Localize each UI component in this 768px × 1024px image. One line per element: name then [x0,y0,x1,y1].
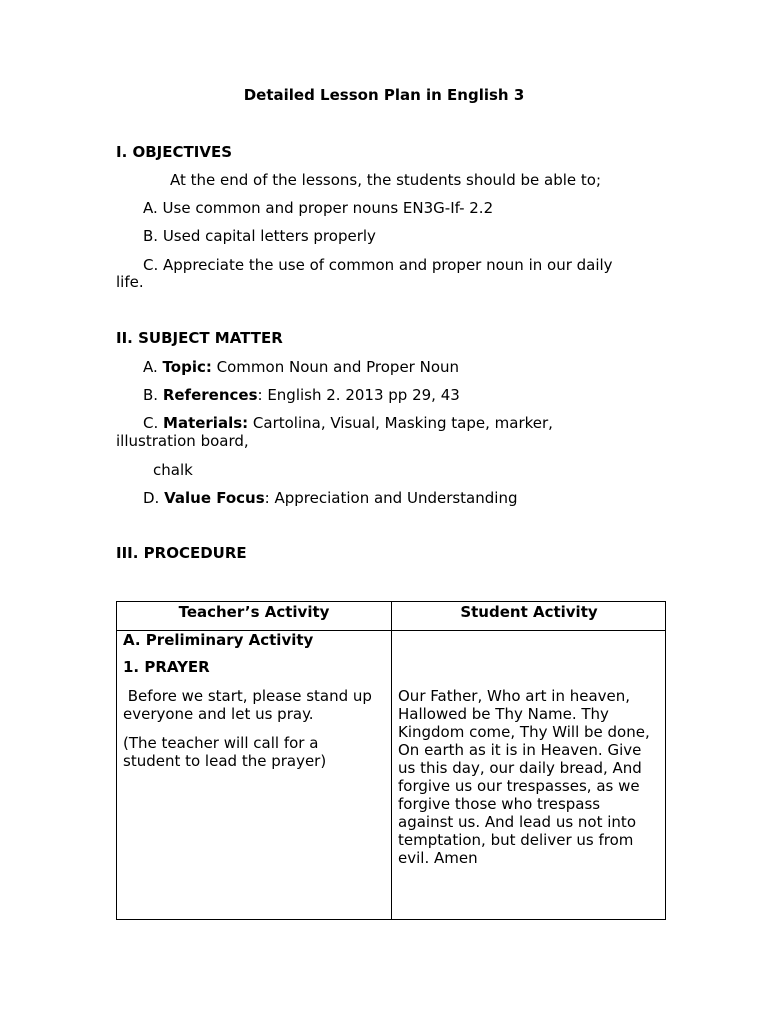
student-prayer-line-5: us this day, our daily bread, And [398,759,642,777]
preliminary-activity-label: A. Preliminary Activity [123,631,314,649]
objective-item-c-continued: life. [116,273,144,291]
materials-line [143,414,553,432]
objective-item-c: C. Appreciate the use of common and proper noun in our daily [143,256,613,274]
materials-chalk: chalk [153,461,193,479]
topic-value: Common Noun and Proper Noun [211,358,460,376]
student-prayer-line-6: forgive us our trespasses, as we [398,777,640,795]
teacher-prayer-line-2: everyone and let us pray. [123,705,314,723]
subject-matter-heading: II. SUBJECT MATTER [116,329,283,347]
objective-item-b: B. Used capital letters properly [143,227,376,245]
topic-prefix: A. [143,358,163,376]
materials-label: Materials: [163,414,249,432]
teacher-note-line-1: (The teacher will call for a [123,734,319,752]
table-column-divider [391,602,392,919]
teacher-note-line-2: student to lead the prayer) [123,752,327,770]
objectives-heading: I. OBJECTIVES [116,143,232,161]
topic-line [143,358,459,376]
materials-prefix: C. [143,414,164,432]
student-prayer-line-4: On earth as it is in Heaven. Give [398,741,642,759]
references-prefix: B. [143,386,163,404]
topic-label: Topic: [162,358,212,376]
materials-continued: illustration board, [116,432,249,450]
teacher-activity-header: Teacher’s Activity [178,603,330,621]
student-prayer-line-10: evil. Amen [398,849,478,867]
document-title: Detailed Lesson Plan in English 3 [243,86,525,104]
objectives-intro: At the end of the lessons, the students should be able to; [170,171,602,189]
value-focus-value: : Appreciation and Understanding [264,489,518,507]
procedure-heading: III. PROCEDURE [116,544,247,562]
references-value: : English 2. 2013 pp 29, 43 [257,386,460,404]
value-focus-line [143,489,517,507]
student-prayer-line-1: Our Father, Who art in heaven, [398,687,631,705]
prayer-label: 1. PRAYER [123,658,210,676]
value-focus-prefix: D. [143,489,165,507]
teacher-prayer-line-1: Before we start, please stand up [123,687,372,705]
student-prayer-line-2: Hallowed be Thy Name. Thy [398,705,609,723]
student-prayer-line-9: temptation, but deliver us from [398,831,634,849]
value-focus-label: Value Focus [164,489,265,507]
objective-item-a: A. Use common and proper nouns EN3G-If- 2.2 [143,199,494,217]
references-line [143,386,460,404]
procedure-table [116,601,666,920]
student-prayer-line-3: Kingdom come, Thy Will be done, [398,723,650,741]
student-activity-header: Student Activity [460,603,598,621]
student-prayer-line-7: forgive those who trespass [398,795,601,813]
student-prayer-line-8: against us. And lead us not into [398,813,636,831]
materials-value: Cartolina, Visual, Masking tape, marker, [248,414,553,432]
references-label: References [162,386,258,404]
